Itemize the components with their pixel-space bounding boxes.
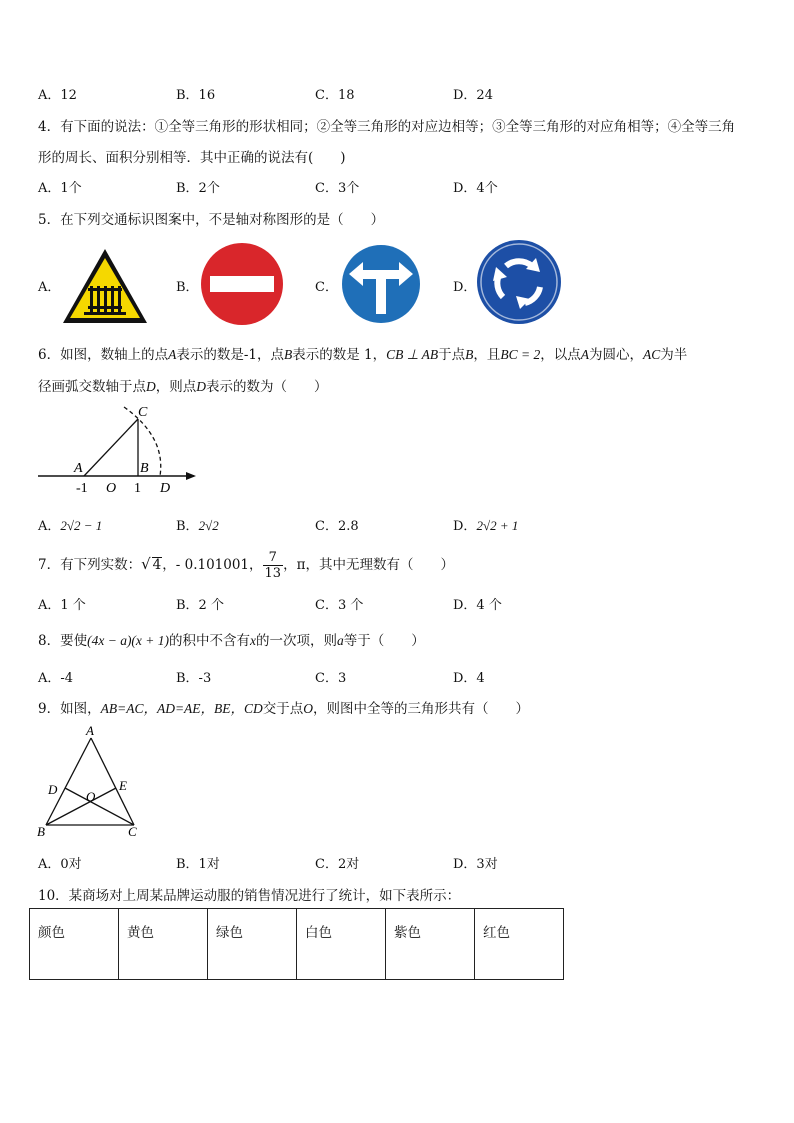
fig6-label-d: D [160,481,171,496]
fig6-label-a: A [74,461,83,476]
q9-option-c: C．2对 [315,857,360,872]
table-row [30,909,564,980]
q7-option-c: C．3 个 [315,598,364,613]
q6-option-d: D．2√2 + 1 [453,518,519,534]
q5-option-a: A． [38,280,61,295]
q8-option-b: B．-3 [176,671,212,686]
q4-option-a: A．1个 [38,181,82,196]
q5-stem: 5．在下列交通标识图案中，不是轴对称图形的是（ ） [38,212,385,228]
q8-option-c: C．3 [315,671,347,686]
no-entry-sign-icon [200,242,284,326]
q7-option-d: D．4 个 [453,598,502,613]
triangle-figure [34,722,146,840]
q3-option-c: C．18 [315,88,355,103]
q5-option-d: D． [453,280,477,295]
number-line-figure [36,402,201,497]
q3-option-b: B．16 [176,88,216,103]
fig9-label-o: O [86,789,96,804]
q7-option-a: A．1 个 [38,598,86,613]
q9-option-a: A．0对 [38,857,82,872]
q3-option-d: D．24 [453,88,493,103]
q5-option-b: B． [176,280,199,295]
q6-option-b: B．2√2 [176,518,219,534]
q7-fraction: $\frac{7}{13}$ [264,550,282,581]
q10-stem: 10．某商场对上周某品牌运动服的销售情况进行了统计，如下表所示： [38,888,461,904]
table-cell-color: 颜色 [30,909,119,980]
roundabout-sign-icon [476,239,562,325]
fig9-label-a: A [86,723,94,738]
turn-left-or-right-sign-icon [339,242,423,326]
table-cell-purple: 紫色 [386,909,475,980]
q4-option-c: C．3个 [315,181,360,196]
q8-option-a: A．-4 [38,671,74,686]
q9-stem: 9．如图，AB=AC，AD=AE，BE，CD交于点O，则图中全等的三角形共有（ ） [38,701,530,717]
table-cell-green: 绿色 [208,909,297,980]
q4-option-b: B．2个 [176,181,220,196]
table-cell-yellow: 黄色 [119,909,208,980]
table-cell-red: 红色 [475,909,564,980]
q4-stem-line2: 形的周长、面积分别相等．其中正确的说法有( ) [38,150,346,166]
q4-option-d: D．4个 [453,181,498,196]
q6-option-c: C．2.8 [315,519,359,534]
fig6-tick-1: 1 [134,481,141,496]
q7-stem: 7．有下列实数：√ 4，- 0.101001， $\frac{7}{13}$ ，π，其中无理数有（ ） [38,550,454,581]
fig9-label-e: E [119,778,127,793]
q5-option-c: C． [315,280,338,295]
fig9-label-c: C [128,824,137,839]
q8-stem: 8．要使(4x − a)(x + 1)的积中不含有x的一次项，则a等于（ ） [38,633,425,649]
q9-option-b: B．1对 [176,857,220,872]
fig9-label-d: D [48,782,58,797]
railway-warning-sign-icon [60,246,150,326]
q8-option-d: D．4 [453,671,485,686]
fig6-tick-neg1: -1 [76,481,88,496]
q3-option-a: A．12 [38,88,77,103]
fig6-label-c: C [138,405,148,420]
q6-stem-line2: 径画弧交数轴于点D，则点D表示的数为（ ） [38,379,328,395]
q6-stem-line1: 6．如图，数轴上的点A表示的数是-1，点B表示的数是 1，CB ⊥ AB于点B，且BC = 2，以点A为圆心，AC为半 [38,347,688,363]
table-cell-white: 白色 [297,909,386,980]
fig9-label-b: B [37,824,45,839]
q4-stem-line1: 4．有下面的说法：①全等三角形的形状相同；②全等三角形的对应边相等；③全等三角形的对应角相等；④全等三角 [38,119,736,135]
fig6-label-b: B [140,461,149,476]
q9-option-d: D．3对 [453,857,498,872]
fig6-label-o: O [106,481,117,496]
color-sales-table [29,908,564,980]
q7-option-b: B．2 个 [176,598,224,613]
q6-option-a: A．2√2 − 1 [38,518,103,534]
